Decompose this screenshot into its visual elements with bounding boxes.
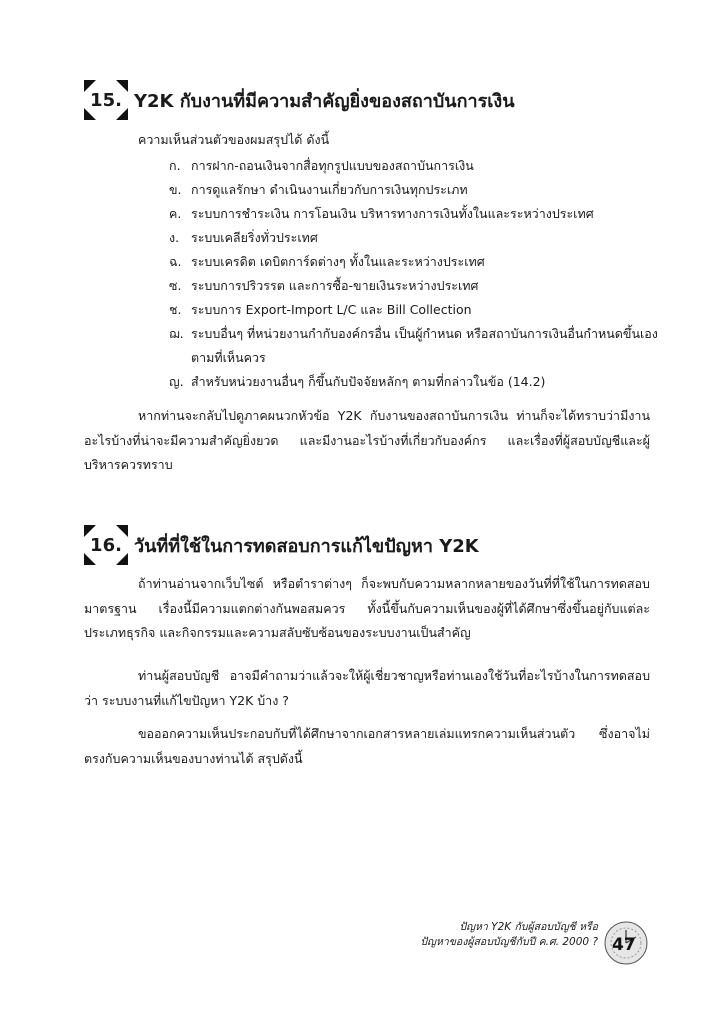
list-marker: ก. [169,158,181,173]
list-text: การดูแลรักษา ดำเนินงานเกี่ยวกับการเงินทุกประเภท [191,182,468,197]
list-text: ระบบการชำระเงิน การโอนเงิน บริหารทางการเงินทั้งในและระหว่างประเทศ [191,206,594,221]
list-marker: ฉ. [169,254,182,269]
list-text: ระบบเคลียริ่งทั่วประเทศ [191,230,318,245]
list-item [169,274,659,298]
section-16-number: 16. [90,534,122,556]
list-item [169,154,659,178]
list-item [169,250,659,274]
section-15-number: 15. [90,89,122,111]
section-15-heading [84,80,515,120]
list-marker: ง. [169,230,180,245]
list-marker: ข. [169,182,182,197]
list-marker: ฌ. [169,326,184,341]
list-marker: ช. [169,302,182,317]
list-text: ระบบอื่นๆ ที่หน่วยงานกำกับองค์กรอื่น เป็นผู้กำหนด หรือสถาบันการเงินอื่นกำหนดขึ้นเองตามที่เห็นควร [191,326,658,365]
section-16-number-box [84,525,128,565]
list-marker: ญ. [169,374,184,389]
section-15-intro: ความเห็นส่วนตัวของผมสรุปได้ ดังนี้ [138,132,330,147]
page-footer [420,920,598,950]
list-item [169,322,659,370]
footer-line-2: ปัญหาของผู้สอบบัญชีกับปี ค.ศ. 2000 ? [420,936,598,948]
list-text: ระบบการปริวรรต และการซื้อ-ขายเงินระหว่างประเทศ [191,278,479,293]
list-item [169,226,659,250]
section-16-paragraph-1: ถ้าท่านอ่านจากเว็บไซต์ หรือตำราต่างๆ ก็จะพบกับความหลากหลายของวันที่ที่ใช้ในการทดสอบมาตรฐาน เรื่องนี้มีความแตกต่างกันพอสมควร ทั้งนี้ขึ้นกับความเห็นของผู้ที่ได้ศึกษาซึ่งขึ้นอยู่กับแต่ละประเภทธุรกิจ และกิจกรรมและความสลับซับซ้อนของระบบงานเป็นสำคัญ [84,576,650,640]
section-15-closing-paragraph: หากท่านจะกลับไปดูภาคผนวกหัวข้อ Y2K กับงานของสถาบันการเงิน ท่านก็จะได้ทราบว่ามีงานอะไรบ้างที่น่าจะมีความสำคัญยิ่งยวด และมีงานอะไรบ้างที่เกี่ยวกับองค์กร และเรื่องที่ผู้สอบบัญชีและผู้บริหารควรทราบ [84,408,650,472]
section-15-title: Y2K กับงานที่มีความสำคัญยิ่งของสถาบันการเงิน [134,90,515,112]
list-text: สำหรับหน่วยงานอื่นๆ ก็ขึ้นกับปัจจัยหลักๆ ตามที่กล่าวในข้อ (14.2) [191,374,546,389]
section-16-paragraph-3: ขอออกความเห็นประกอบกับที่ได้ศึกษาจากเอกสารหลายเล่มแทรกความเห็นส่วนตัว ซึ่งอาจไม่ตรงกับความเห็นของบางท่านได้ สรุปดังนี้ [84,726,650,766]
section-16-title: วันที่ที่ใช้ในการทดสอบการแก้ไขปัญหา Y2K [134,535,479,557]
list-marker: ค. [169,206,182,221]
list-item [169,178,659,202]
section-16-heading [84,525,479,565]
list-item [169,202,659,226]
footer-line-1: ปัญหา Y2K กับผู้สอบบัญชี หรือ [459,921,598,933]
list-text: การฝาก-ถอนเงินจากสื่อทุกรูปแบบของสถาบันการเงิน [191,158,474,173]
list-text: ระบบเครดิต เดบิตการ์ดต่างๆ ทั้งในและระหว่างประเทศ [191,254,485,269]
section-15-number-box [84,80,128,120]
section-16-paragraph-2: ท่านผู้สอบบัญชี อาจมีคำถามว่าแล้วจะให้ผู้เชี่ยวชาญหรือท่านเองใช้วันที่อะไรบ้างในการทดสอบว่า ระบบงานที่แก้ไขปัญหา Y2K บ้าง ? [84,668,650,708]
list-item [169,370,659,394]
list-text: ระบบการ Export-Import L/C และ Bill Collection [191,302,472,317]
list-item [169,298,659,322]
list-marker: ซ. [169,278,182,293]
section-15-list [169,154,659,394]
page-number: 47 [612,935,636,955]
